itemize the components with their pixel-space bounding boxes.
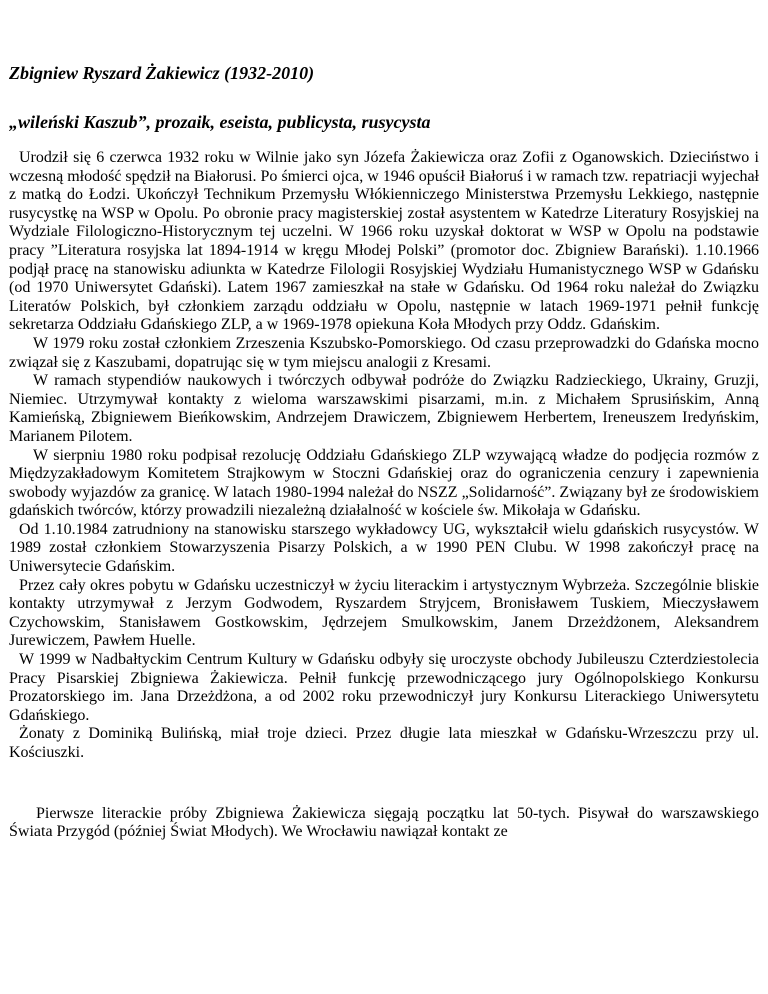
paragraph-solidarity: W sierpniu 1980 roku podpisał rezolucję Oddziału Gdańskiego ZLP wzywającą władze do podjęcia rozmów z Międzyzakładowym Komitetem Strajkowym w Stoczni Gdańskiej oraz do ograniczenia cenzury i zapewnienia swobody wyjazdów za granicę. W latach 1980-1994 należał do NSZZ „Solidarność”. Związany był ze środowiskiem gdańskich twórców, którzy prowadzili niezależną działalność w kościele św. Mikołaja w Gdańsku. — [9, 446, 759, 520]
section-gap — [9, 763, 759, 805]
paragraph-kashubian-association: W 1979 roku został członkiem Zrzeszenia Kszubsko-Pomorskiego. Od czasu przeprowadzki do Gdańska mocno związał się z Kaszubami, dopatrując się w tym miejscu analogii z Kresami. — [9, 334, 759, 371]
document-title: Zbigniew Ryszard Żakiewicz (1932-2010) — [9, 63, 315, 83]
paragraph-literary-life: Przez cały okres pobytu w Gdańsku uczestniczył w życiu literackim i artystycznym Wybrzeża. Szczególnie bliskie kontakty utrzymywał z Jerzym Godwodem, Ryszardem Stryjcem, Bronisławem Tuskiem, Mieczysławem Czychowskim, Stanisławem Gostkowskim, Jędrzejem Smulkowskim, Janem Drzeżdżonem, Aleksandrem Jurewiczem, Pawłem Huelle. — [9, 576, 759, 650]
paragraph-university-career: Od 1.10.1984 zatrudniony na stanowisku starszego wykładowcy UG, wykształcił wielu gdańskich rusycystów. W 1989 został członkiem Stowarzyszenia Pisarzy Polskich, a w 1990 PEN Clubu. W 1998 zakończył pracę na Uniwersytecie Gdańskim. — [9, 520, 759, 576]
paragraph-literary-beginnings: Pierwsze literackie próby Zbigniewa Żakiewicza sięgają początku lat 50-tych. Pisywał do warszawskiego Świata Przygód (później Świat Młodych). We Wrocławiu nawiązał kontakt ze — [9, 804, 759, 841]
paragraph-family: Żonaty z Dominiką Bulińską, miał troje dzieci. Przez długie lata mieszkał w Gdańsku-Wrzeszczu przy ul. Kościuszki. — [9, 725, 759, 761]
paragraph-jubilee: W 1999 w Nadbałtyckim Centrum Kultury w Gdańsku odbyły się uroczyste obchody Jubileuszu Czterdziestolecia Pracy Pisarskiej Zbigniewa Żakiewicza. Pełnił funkcję przewodniczącego jury Ogólnopolskiego Konkursu Prozatorskiego im. Jana Drzeżdżona, a od 2002 roku przewodniczył jury Konkursu Literackiego Uniwersytetu Gdańskiego. — [9, 651, 759, 724]
document-subtitle: „wileński Kaszub”, prozaik, eseista, publicysta, rusycysta — [9, 112, 431, 132]
paragraph-travels-and-contacts: W ramach stypendiów naukowych i twórczych odbywał podróże do Związku Radzieckiego, Ukrainy, Gruzji, Niemiec. Utrzymywał kontakty z wieloma warszawskimi pisarzami, m.in. z Michałem Sprusińskim, Anną Kamieńską, Zbigniewem Bieńkowskim, Andrzejem Drawiczem, Zbigniewem Herbertem, Ireneuszem Iredyńskim, Marianem Pilotem. — [9, 372, 759, 445]
paragraph-birth-and-education: Urodził się 6 czerwca 1932 roku w Wilnie jako syn Józefa Żakiewicza oraz Zofii z Oganowskich. Dzieciństwo i wczesną młodość spędził na Białorusi. Po śmierci ojca, w 1946 opuścił Białoruś i w ramach tzw. repatriacji wyjechał z matką do Łodzi. Ukończył Technikum Przemysłu Włókienniczego Ministerstwa Przemysłu Lekkiego, następnie rusycystkę na WSP w Opolu. Po obronie pracy magisterskiej został asystentem w Katedrze Literatury Rosyjskiej na Wydziale Filologiczno-Historycznym tej uczelni. W 1966 roku uzyskał doktorat w WSP w Opolu na podstawie pracy ”Literatura rosyjska lat 1894-1914 w kręgu Młodej Polski” (promotor doc. Zbigniew Barański). 1.10.1966 podjął pracę na stanowisku adiunkta w Katedrze Filologii Rosyjskiej Wydziału Humanistycznego WSP w Gdańsku (od 1970 Uniwersytet Gdański). Latem 1967 zamieszkał na stałe w Gdańsku. Od 1964 roku należał do Związku Literatów Polskich, był członkiem zarządu oddziału w Opolu, następnie w latach 1969-1971 pełnił funkcję sekretarza Oddziału Gdańskiego ZLP, a w 1969-1978 opiekuna Koła Młodych przy Oddz. Gdańskim. — [9, 149, 759, 334]
biography-body — [9, 149, 759, 842]
